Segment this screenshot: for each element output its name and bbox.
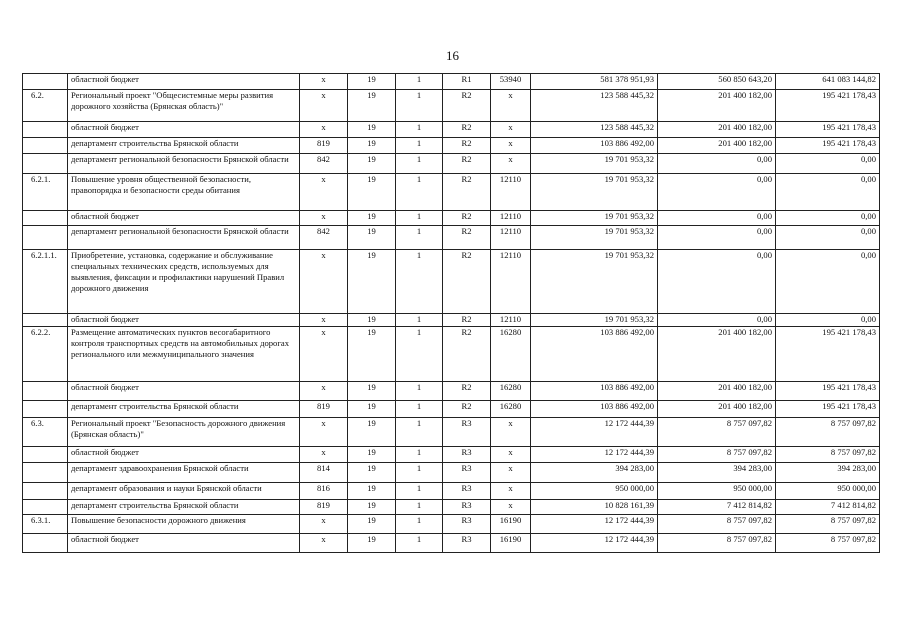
amount-year2-cell: 8 757 097,82 bbox=[658, 447, 776, 463]
amount-year2-cell: 0,00 bbox=[658, 226, 776, 250]
code-direction-cell: x bbox=[491, 500, 531, 515]
amount-year2-cell: 0,00 bbox=[658, 174, 776, 211]
code-gr-cell: x bbox=[300, 534, 348, 553]
row-name-cell: Региональный проект "Общесистемные меры развития дорожного хозяйства (Брянская область)" bbox=[68, 90, 300, 122]
code-subprogram-cell: 1 bbox=[396, 138, 443, 154]
row-name-cell: областной бюджет bbox=[68, 314, 300, 327]
row-number-cell: 6.3. bbox=[23, 418, 68, 447]
code-gr-cell: x bbox=[300, 515, 348, 534]
row-number-cell bbox=[23, 382, 68, 401]
code-program-cell: 19 bbox=[348, 418, 396, 447]
code-direction-cell: x bbox=[491, 138, 531, 154]
code-subprogram-cell: 1 bbox=[396, 226, 443, 250]
row-name-cell: Повышение уровня общественной безопасности, правопорядка и безопасности среды обитания bbox=[68, 174, 300, 211]
code-gr-cell: x bbox=[300, 250, 348, 314]
table-row bbox=[23, 154, 880, 174]
amount-year1-cell: 12 172 444,39 bbox=[531, 447, 658, 463]
amount-year3-cell: 8 757 097,82 bbox=[776, 418, 880, 447]
amount-year2-cell: 0,00 bbox=[658, 154, 776, 174]
code-gr-cell: x bbox=[300, 174, 348, 211]
code-gr-cell: 816 bbox=[300, 483, 348, 500]
amount-year3-cell: 7 412 814,82 bbox=[776, 500, 880, 515]
amount-year2-cell: 201 400 182,00 bbox=[658, 90, 776, 122]
row-number-cell: 6.2.1.1. bbox=[23, 250, 68, 314]
amount-year3-cell: 394 283,00 bbox=[776, 463, 880, 483]
amount-year1-cell: 103 886 492,00 bbox=[531, 327, 658, 382]
amount-year1-cell: 19 701 953,32 bbox=[531, 226, 658, 250]
code-direction-cell: 12110 bbox=[491, 226, 531, 250]
amount-year1-cell: 950 000,00 bbox=[531, 483, 658, 500]
table-row bbox=[23, 122, 880, 138]
code-subprogram-cell: 1 bbox=[396, 500, 443, 515]
amount-year3-cell: 195 421 178,43 bbox=[776, 401, 880, 418]
amount-year1-cell: 12 172 444,39 bbox=[531, 418, 658, 447]
amount-year2-cell: 0,00 bbox=[658, 250, 776, 314]
row-name-cell: Региональный проект "Безопасность дорожного движения (Брянская область)" bbox=[68, 418, 300, 447]
amount-year3-cell: 0,00 bbox=[776, 154, 880, 174]
row-name-cell: Повышение безопасности дорожного движения bbox=[68, 515, 300, 534]
row-number-cell bbox=[23, 74, 68, 90]
code-project-cell: R2 bbox=[443, 211, 491, 226]
row-name-cell: департамент региональной безопасности Брянской области bbox=[68, 154, 300, 174]
amount-year2-cell: 201 400 182,00 bbox=[658, 122, 776, 138]
amount-year1-cell: 19 701 953,32 bbox=[531, 314, 658, 327]
amount-year3-cell: 8 757 097,82 bbox=[776, 515, 880, 534]
code-subprogram-cell: 1 bbox=[396, 74, 443, 90]
code-subprogram-cell: 1 bbox=[396, 483, 443, 500]
amount-year3-cell: 0,00 bbox=[776, 211, 880, 226]
row-number-cell bbox=[23, 226, 68, 250]
amount-year3-cell: 8 757 097,82 bbox=[776, 447, 880, 463]
code-direction-cell: 12110 bbox=[491, 250, 531, 314]
row-number-cell bbox=[23, 401, 68, 418]
code-program-cell: 19 bbox=[348, 211, 396, 226]
row-number-cell bbox=[23, 534, 68, 553]
code-project-cell: R2 bbox=[443, 138, 491, 154]
amount-year2-cell: 0,00 bbox=[658, 314, 776, 327]
code-gr-cell: 819 bbox=[300, 401, 348, 418]
code-program-cell: 19 bbox=[348, 74, 396, 90]
code-direction-cell: 16190 bbox=[491, 515, 531, 534]
code-program-cell: 19 bbox=[348, 174, 396, 211]
code-direction-cell: x bbox=[491, 447, 531, 463]
code-program-cell: 19 bbox=[348, 463, 396, 483]
code-subprogram-cell: 1 bbox=[396, 154, 443, 174]
amount-year2-cell: 0,00 bbox=[658, 211, 776, 226]
code-gr-cell: x bbox=[300, 122, 348, 138]
amount-year3-cell: 950 000,00 bbox=[776, 483, 880, 500]
row-number-cell bbox=[23, 463, 68, 483]
table-row bbox=[23, 515, 880, 534]
code-project-cell: R2 bbox=[443, 382, 491, 401]
code-subprogram-cell: 1 bbox=[396, 250, 443, 314]
code-subprogram-cell: 1 bbox=[396, 122, 443, 138]
table-row bbox=[23, 500, 880, 515]
code-subprogram-cell: 1 bbox=[396, 314, 443, 327]
amount-year3-cell: 195 421 178,43 bbox=[776, 382, 880, 401]
code-direction-cell: 53940 bbox=[491, 74, 531, 90]
row-name-cell: департамент строительства Брянской области bbox=[68, 401, 300, 418]
amount-year3-cell: 0,00 bbox=[776, 250, 880, 314]
code-project-cell: R3 bbox=[443, 447, 491, 463]
amount-year1-cell: 12 172 444,39 bbox=[531, 534, 658, 553]
code-program-cell: 19 bbox=[348, 500, 396, 515]
amount-year2-cell: 201 400 182,00 bbox=[658, 401, 776, 418]
table-row bbox=[23, 138, 880, 154]
code-direction-cell: x bbox=[491, 154, 531, 174]
code-program-cell: 19 bbox=[348, 515, 396, 534]
row-name-cell: областной бюджет bbox=[68, 382, 300, 401]
code-gr-cell: x bbox=[300, 74, 348, 90]
amount-year2-cell: 394 283,00 bbox=[658, 463, 776, 483]
table-row bbox=[23, 250, 880, 314]
code-program-cell: 19 bbox=[348, 226, 396, 250]
code-program-cell: 19 bbox=[348, 138, 396, 154]
table-row bbox=[23, 401, 880, 418]
code-direction-cell: 16190 bbox=[491, 534, 531, 553]
code-subprogram-cell: 1 bbox=[396, 401, 443, 418]
amount-year1-cell: 123 588 445,32 bbox=[531, 90, 658, 122]
row-name-cell: областной бюджет bbox=[68, 534, 300, 553]
code-subprogram-cell: 1 bbox=[396, 327, 443, 382]
amount-year2-cell: 201 400 182,00 bbox=[658, 327, 776, 382]
table-row bbox=[23, 418, 880, 447]
code-gr-cell: x bbox=[300, 327, 348, 382]
row-number-cell bbox=[23, 138, 68, 154]
amount-year3-cell: 195 421 178,43 bbox=[776, 138, 880, 154]
code-direction-cell: x bbox=[491, 90, 531, 122]
amount-year2-cell: 8 757 097,82 bbox=[658, 515, 776, 534]
code-program-cell: 19 bbox=[348, 401, 396, 418]
amount-year3-cell: 0,00 bbox=[776, 226, 880, 250]
row-number-cell bbox=[23, 500, 68, 515]
code-program-cell: 19 bbox=[348, 250, 396, 314]
code-project-cell: R2 bbox=[443, 174, 491, 211]
code-project-cell: R2 bbox=[443, 250, 491, 314]
code-subprogram-cell: 1 bbox=[396, 382, 443, 401]
code-program-cell: 19 bbox=[348, 447, 396, 463]
row-name-cell: департамент строительства Брянской области bbox=[68, 500, 300, 515]
code-subprogram-cell: 1 bbox=[396, 90, 443, 122]
code-direction-cell: 12110 bbox=[491, 174, 531, 211]
row-name-cell: департамент здравоохранения Брянской области bbox=[68, 463, 300, 483]
table-row bbox=[23, 447, 880, 463]
row-number-cell bbox=[23, 447, 68, 463]
amount-year3-cell: 195 421 178,43 bbox=[776, 122, 880, 138]
amount-year2-cell: 201 400 182,00 bbox=[658, 138, 776, 154]
code-program-cell: 19 bbox=[348, 90, 396, 122]
code-gr-cell: 814 bbox=[300, 463, 348, 483]
code-program-cell: 19 bbox=[348, 382, 396, 401]
row-name-cell: областной бюджет bbox=[68, 122, 300, 138]
code-direction-cell: 12110 bbox=[491, 314, 531, 327]
code-gr-cell: x bbox=[300, 314, 348, 327]
code-project-cell: R3 bbox=[443, 463, 491, 483]
code-subprogram-cell: 1 bbox=[396, 418, 443, 447]
table-row bbox=[23, 483, 880, 500]
code-direction-cell: x bbox=[491, 463, 531, 483]
code-program-cell: 19 bbox=[348, 534, 396, 553]
budget-table bbox=[22, 73, 880, 553]
amount-year1-cell: 19 701 953,32 bbox=[531, 250, 658, 314]
amount-year3-cell: 0,00 bbox=[776, 314, 880, 327]
row-name-cell: областной бюджет bbox=[68, 74, 300, 90]
amount-year3-cell: 195 421 178,43 bbox=[776, 90, 880, 122]
code-gr-cell: 842 bbox=[300, 226, 348, 250]
table-row bbox=[23, 382, 880, 401]
amount-year1-cell: 394 283,00 bbox=[531, 463, 658, 483]
row-number-cell bbox=[23, 122, 68, 138]
code-direction-cell: x bbox=[491, 483, 531, 500]
code-direction-cell: 16280 bbox=[491, 382, 531, 401]
table-row bbox=[23, 226, 880, 250]
table-row bbox=[23, 463, 880, 483]
code-gr-cell: x bbox=[300, 90, 348, 122]
table-row bbox=[23, 74, 880, 90]
code-direction-cell: 12110 bbox=[491, 211, 531, 226]
code-project-cell: R2 bbox=[443, 226, 491, 250]
code-subprogram-cell: 1 bbox=[396, 515, 443, 534]
row-number-cell bbox=[23, 211, 68, 226]
code-gr-cell: x bbox=[300, 211, 348, 226]
code-project-cell: R1 bbox=[443, 74, 491, 90]
row-name-cell: департамент строительства Брянской области bbox=[68, 138, 300, 154]
code-program-cell: 19 bbox=[348, 314, 396, 327]
amount-year1-cell: 103 886 492,00 bbox=[531, 382, 658, 401]
table-row bbox=[23, 314, 880, 327]
code-gr-cell: x bbox=[300, 382, 348, 401]
amount-year2-cell: 560 850 643,20 bbox=[658, 74, 776, 90]
row-name-cell: Приобретение, установка, содержание и обслуживание специальных технических средств, используемых для выявления, фиксации и профилактики нарушений Правил дорожного движения bbox=[68, 250, 300, 314]
code-gr-cell: 819 bbox=[300, 500, 348, 515]
code-program-cell: 19 bbox=[348, 122, 396, 138]
code-project-cell: R3 bbox=[443, 483, 491, 500]
amount-year2-cell: 8 757 097,82 bbox=[658, 418, 776, 447]
code-gr-cell: 819 bbox=[300, 138, 348, 154]
row-number-cell: 6.2.2. bbox=[23, 327, 68, 382]
amount-year1-cell: 12 172 444,39 bbox=[531, 515, 658, 534]
code-project-cell: R2 bbox=[443, 90, 491, 122]
row-number-cell bbox=[23, 314, 68, 327]
amount-year1-cell: 103 886 492,00 bbox=[531, 401, 658, 418]
table-row bbox=[23, 327, 880, 382]
amount-year3-cell: 0,00 bbox=[776, 174, 880, 211]
row-number-cell bbox=[23, 483, 68, 500]
amount-year1-cell: 19 701 953,32 bbox=[531, 154, 658, 174]
code-direction-cell: x bbox=[491, 418, 531, 447]
code-project-cell: R2 bbox=[443, 122, 491, 138]
code-project-cell: R2 bbox=[443, 401, 491, 418]
amount-year2-cell: 950 000,00 bbox=[658, 483, 776, 500]
amount-year3-cell: 195 421 178,43 bbox=[776, 327, 880, 382]
code-project-cell: R2 bbox=[443, 154, 491, 174]
code-gr-cell: x bbox=[300, 418, 348, 447]
row-name-cell: областной бюджет bbox=[68, 211, 300, 226]
code-program-cell: 19 bbox=[348, 154, 396, 174]
code-subprogram-cell: 1 bbox=[396, 211, 443, 226]
amount-year3-cell: 641 083 144,82 bbox=[776, 74, 880, 90]
row-name-cell: департамент региональной безопасности Брянской области bbox=[68, 226, 300, 250]
amount-year1-cell: 103 886 492,00 bbox=[531, 138, 658, 154]
code-project-cell: R3 bbox=[443, 534, 491, 553]
code-direction-cell: 16280 bbox=[491, 401, 531, 418]
code-project-cell: R2 bbox=[443, 314, 491, 327]
code-subprogram-cell: 1 bbox=[396, 534, 443, 553]
row-number-cell: 6.2. bbox=[23, 90, 68, 122]
code-gr-cell: x bbox=[300, 447, 348, 463]
amount-year2-cell: 7 412 814,82 bbox=[658, 500, 776, 515]
amount-year3-cell: 8 757 097,82 bbox=[776, 534, 880, 553]
amount-year2-cell: 201 400 182,00 bbox=[658, 382, 776, 401]
code-gr-cell: 842 bbox=[300, 154, 348, 174]
row-name-cell: департамент образования и науки Брянской области bbox=[68, 483, 300, 500]
code-project-cell: R2 bbox=[443, 327, 491, 382]
page-number: 16 bbox=[446, 48, 459, 63]
row-number-cell: 6.2.1. bbox=[23, 174, 68, 211]
code-project-cell: R3 bbox=[443, 515, 491, 534]
code-program-cell: 19 bbox=[348, 327, 396, 382]
row-name-cell: Размещение автоматических пунктов весогабаритного контроля транспортных средств на автомобильных дорогах регионального или межмуниципального значения bbox=[68, 327, 300, 382]
amount-year1-cell: 19 701 953,32 bbox=[531, 211, 658, 226]
code-direction-cell: x bbox=[491, 122, 531, 138]
code-subprogram-cell: 1 bbox=[396, 463, 443, 483]
table-row bbox=[23, 174, 880, 211]
code-project-cell: R3 bbox=[443, 418, 491, 447]
table-row bbox=[23, 534, 880, 553]
code-program-cell: 19 bbox=[348, 483, 396, 500]
table-row bbox=[23, 211, 880, 226]
amount-year1-cell: 10 828 161,39 bbox=[531, 500, 658, 515]
row-name-cell: областной бюджет bbox=[68, 447, 300, 463]
amount-year1-cell: 19 701 953,32 bbox=[531, 174, 658, 211]
amount-year1-cell: 581 378 951,93 bbox=[531, 74, 658, 90]
row-number-cell bbox=[23, 154, 68, 174]
code-direction-cell: 16280 bbox=[491, 327, 531, 382]
amount-year2-cell: 8 757 097,82 bbox=[658, 534, 776, 553]
code-subprogram-cell: 1 bbox=[396, 447, 443, 463]
code-subprogram-cell: 1 bbox=[396, 174, 443, 211]
table-row bbox=[23, 90, 880, 122]
amount-year1-cell: 123 588 445,32 bbox=[531, 122, 658, 138]
row-number-cell: 6.3.1. bbox=[23, 515, 68, 534]
code-project-cell: R3 bbox=[443, 500, 491, 515]
